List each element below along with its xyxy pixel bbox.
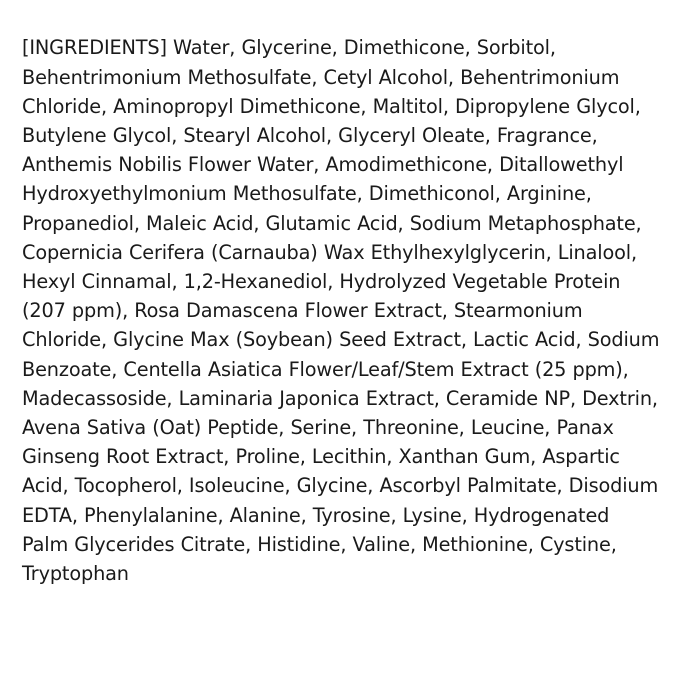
ingredients-paragraph: [INGREDIENTS] Water, Glycerine, Dimethicone, Sorbitol, Behentrimonium Methosulfate, Cetyl Alcohol, Behentrimonium Chloride, Aminopropyl Dimethicone, Maltitol, Dipropylene Glycol, Butylene Glycol, Stearyl Alcohol, Glyceryl Oleate, Fragrance, Anthemis Nobilis Flower Water, Amodimethicone, Ditallowethyl Hydroxyethylmonium Methosulfate, Dimethiconol, Arginine, Propanediol, Maleic Acid, Glutamic Acid, Sodium Metaphosphate, Copernicia Cerifera (Carnauba) Wax Ethylhexylglycerin, Linalool, Hexyl Cinnamal, 1,2-Hexanediol, Hydrolyzed Vegetable Protein (207 ppm), Rosa Damascena Flower Extract, Stearmonium Chloride, Glycine Max (Soybean) Seed Extract, Lactic Acid, Sodium Benzoate, Centella Asiatica Flower/Leaf/Stem Extract (25 ppm), Madecassoside, Laminaria Japonica Extract, Ceramide NP, Dextrin, Avena Sativa (Oat) Peptide, Serine, Threonine, Leucine, Panax Ginseng Root Extract, Proline, Lecithin, Xanthan Gum, Aspartic Acid, Tocopherol, Isoleucine, Glycine, Ascorbyl Palmitate, Disodium EDTA, Phenylalanine, Alanine, Tyrosine, Lysine, Hydrogenated Palm Glycerides Citrate, Histidine, Valine, Methionine, Cystine, Tryptophan	[22, 36, 660, 585]
